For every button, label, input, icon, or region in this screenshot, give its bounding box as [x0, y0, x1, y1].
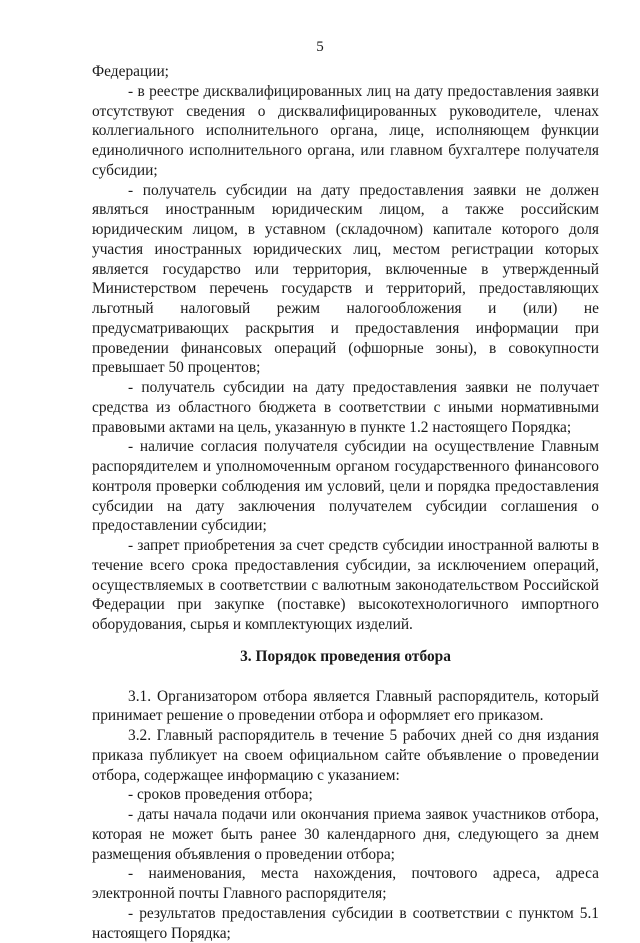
- document-body: [92, 62, 599, 943]
- page-number: 5: [316, 39, 324, 55]
- paragraph-regional-budget: - получатель субсидии на дату предоставления заявки не получает средства из областного бюджета в соответствии с иными нормативными правовыми актами на цель, указанную в пункте 1.2 настоящего Порядка;: [92, 379, 599, 436]
- paragraph-foreign-entity: - получатель субсидии на дату предоставления заявки не должен являться иностранным юридическим лицом, а также российским юридическим лицом, в уставном (складочном) капитале которого доля участия иностранных юридических лиц, местом регистрации которых является государство или территория, включенные в утвержденный Министерством перечень государств и территорий, предоставляющих льготный налоговый режим налогообложения и (или) не предусматривающих раскрытия и предоставления информации при проведении финансовых операций (офшорные зоны), в совокупности превышает 50 процентов;: [92, 181, 599, 377]
- paragraph-3-1: 3.1. Организатором отбора является Главный распорядитель, который принимает решение о проведении отбора и оформляет его приказом.: [92, 687, 599, 725]
- paragraph-3-2: 3.2. Главный распорядитель в течение 5 рабочих дней со дня издания приказа публикует на своем официальном сайте объявление о проведении отбора, содержащее информацию с указанием:: [92, 727, 599, 784]
- paragraph-disqualified-registry: - в реестре дисквалифицированных лиц на дату предоставления заявки отсутствуют сведения о дисквалифицированных руководителе, членах коллегиального исполнительного органа, лице, исполняющем функции единоличного исполнительного органа, или главном бухгалтере получателя субсидии;: [92, 82, 599, 179]
- paragraph-continuation: Федерации;: [92, 63, 169, 80]
- list-item-dates: - даты начала подачи или окончания приема заявок участников отбора, которая не может быть ранее 30 календарного дня, следующего за днем размещения объявления о проведении отбора;: [92, 806, 599, 863]
- list-item-contacts: - наименования, места нахождения, почтового адреса, адреса электронной почты Главного распорядителя;: [92, 865, 599, 902]
- section-heading: 3. Порядок проведения отбора: [240, 647, 451, 665]
- list-item-terms: - сроков проведения отбора;: [128, 786, 313, 804]
- paragraph-currency-ban: - запрет приобретения за счет средств субсидии иностранной валюты в течение всего срока предоставления субсидии, за исключением операций, осуществляемых в соответствии с валютным законодательством Российской Федерации при закупке (поставке) высокотехнологичного импортного оборудования, сырья и комплектующих изделий.: [92, 537, 599, 633]
- paragraph-consent-control: - наличие согласия получателя субсидии на осуществление Главным распорядителем и уполномоченным органом государственного финансового контроля проверки соблюдения им условий, цели и порядка предоставления субсидии на дату заключения получателем субсидии соглашения о предоставлении субсидии;: [92, 438, 599, 535]
- list-item-results: - результатов предоставления субсидии в соответствии с пунктом 5.1 настоящего Порядка;: [92, 904, 599, 942]
